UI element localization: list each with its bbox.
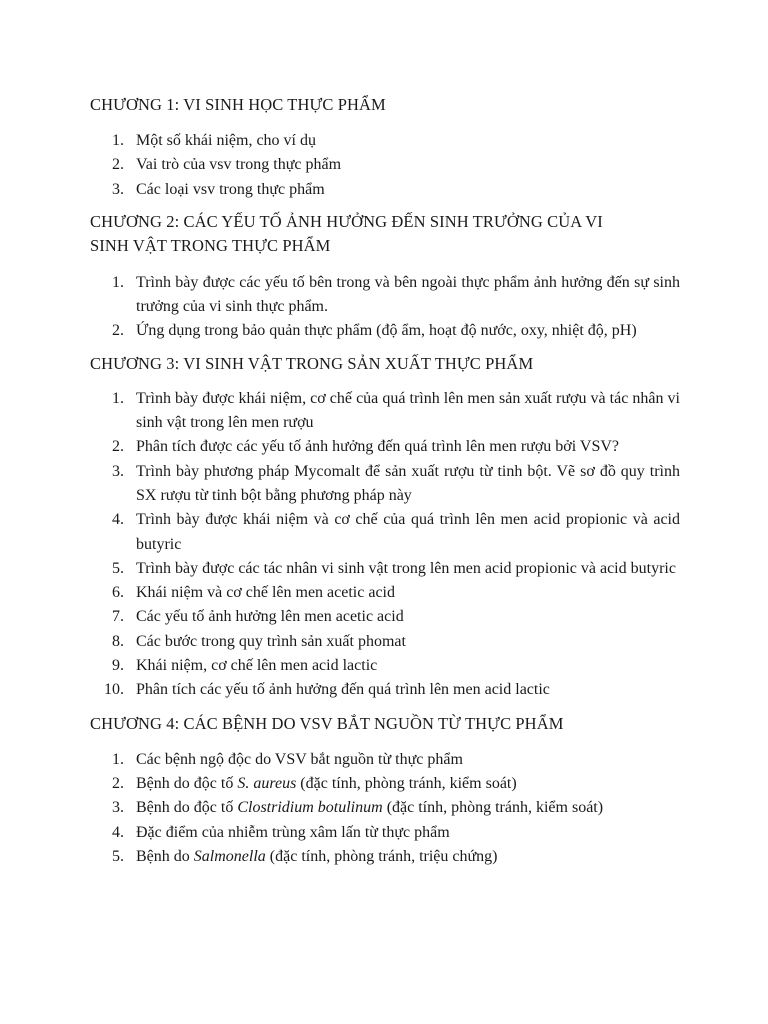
item-number: 3.	[112, 180, 124, 198]
list-item	[90, 557, 680, 581]
item-text: Các loại vsv trong thực phẩm	[136, 180, 325, 198]
item-number: 2.	[112, 322, 124, 340]
item-number: 2.	[112, 774, 124, 792]
list-item	[90, 630, 680, 654]
list-item	[90, 129, 680, 153]
item-number: 1.	[112, 750, 124, 768]
item-number: 7.	[112, 608, 124, 626]
chapter-1-title: CHƯƠNG 1: VI SINH HỌC THỰC PHẨM	[90, 95, 386, 114]
list-item	[90, 605, 680, 629]
item-number: 5.	[112, 847, 124, 865]
item-text: Trình bày được các tác nhân vi sinh vật trong lên men acid propionic và acid butyric	[136, 559, 676, 577]
item-number: 1.	[112, 389, 124, 407]
item-text: Các bệnh ngộ độc do VSV bắt nguồn từ thực phẩm	[136, 750, 463, 768]
item-text-pre: Bệnh do độc tố	[136, 799, 238, 817]
item-number: 5.	[112, 559, 124, 577]
list-item	[90, 178, 680, 202]
item-number: 1.	[112, 273, 124, 291]
list-item	[90, 654, 680, 678]
item-text: Trình bày được khái niệm và cơ chế của quá trình lên men acid propionic và acid butyric	[136, 511, 680, 553]
item-number: 10.	[104, 681, 124, 699]
item-text: Các yếu tố ảnh hưởng lên men acetic acid	[136, 608, 404, 626]
item-text: Trình bày được các yếu tố bên trong và bên ngoài thực phẩm ảnh hưởng đến sự sinh trưởng của vi sinh thực phẩm.	[136, 273, 680, 316]
document-page	[90, 93, 680, 869]
chapter-2-list	[90, 271, 680, 344]
item-number: 1.	[112, 132, 124, 149]
chapter-3	[90, 352, 680, 703]
list-item	[90, 678, 680, 702]
item-text: Phân tích các yếu tố ảnh hưởng đến quá trình lên men acid lactic	[136, 681, 550, 699]
list-item	[90, 508, 680, 557]
item-number: 9.	[112, 657, 124, 675]
item-number: 6.	[112, 584, 124, 602]
item-text: Một số khái niệm, cho ví dụ	[136, 132, 316, 149]
list-item	[90, 435, 680, 459]
chapter-2-title	[90, 210, 680, 258]
item-number: 3.	[112, 799, 124, 817]
item-text-post: (đặc tính, phòng tránh, kiểm soát)	[296, 774, 517, 792]
item-number: 8.	[112, 632, 124, 650]
item-number: 2.	[112, 438, 124, 456]
list-item	[90, 748, 680, 772]
item-number: 4.	[112, 823, 124, 841]
chapter-2-title-line-1: CHƯƠNG 2: CÁC YẾU TỐ ẢNH HƯỞNG ĐẾN SINH TRƯỞNG CỦA VI	[90, 211, 603, 231]
item-text: Các bước trong quy trình sản xuất phomat	[136, 632, 406, 650]
item-text-pre: Bệnh do độc tố	[136, 774, 238, 792]
item-text-pre: Bệnh do	[136, 847, 194, 865]
item-text: Vai trò của vsv trong thực phẩm	[136, 156, 342, 174]
list-item	[90, 845, 680, 869]
species-name: Clostridium botulinum	[237, 799, 383, 817]
chapter-2	[90, 210, 680, 344]
item-text-post: (đặc tính, phòng tránh, kiểm soát)	[382, 799, 604, 817]
item-number: 4.	[112, 511, 124, 529]
chapter-1-list	[90, 129, 680, 202]
list-item	[90, 581, 680, 605]
item-text: Khái niệm, cơ chế lên men acid lactic	[136, 657, 378, 675]
list-item	[90, 319, 680, 343]
item-text: Trình bày được khái niệm, cơ chế của quá trình lên men sản xuất rượu và tác nhân vi sinh vật trong lên men rượu	[136, 389, 680, 432]
item-text-post: (đặc tính, phòng tránh, triệu chứng)	[265, 847, 498, 865]
list-item	[90, 796, 680, 820]
chapter-2-title-line-2: SINH VẬT TRONG THỰC PHẨM	[90, 235, 331, 255]
item-text: Khái niệm và cơ chế lên men acetic acid	[136, 584, 395, 602]
species-name: S. aureus	[237, 774, 297, 792]
chapter-4	[90, 712, 680, 869]
list-item	[90, 772, 680, 796]
item-text: Phân tích được các yếu tố ảnh hưởng đến quá trình lên men rượu bởi VSV?	[136, 438, 620, 456]
item-text: Đặc điểm của nhiễm trùng xâm lấn từ thực phẩm	[136, 823, 450, 841]
list-item	[90, 460, 680, 509]
list-item	[90, 387, 680, 436]
chapter-4-list	[90, 748, 680, 869]
item-number: 3.	[112, 462, 124, 480]
chapter-3-list	[90, 387, 680, 703]
chapter-1	[90, 93, 680, 202]
item-text: Trình bày phương pháp Mycomalt để sản xuất rượu từ tinh bột. Vẽ sơ đồ quy trình SX rượu từ tinh bột bằng phương pháp này	[136, 462, 680, 504]
chapter-3-title: CHƯƠNG 3: VI SINH VẬT TRONG SẢN XUẤT THỰC PHẨM	[90, 353, 534, 373]
list-item	[90, 153, 680, 177]
item-number: 2.	[112, 156, 124, 174]
species-name: Salmonella	[193, 847, 266, 865]
list-item	[90, 821, 680, 845]
chapter-4-title: CHƯƠNG 4: CÁC BỆNH DO VSV BẮT NGUỒN TỪ THỰC PHẨM	[90, 713, 564, 733]
item-text: Ứng dụng trong bảo quản thực phẩm (độ ẩm, hoạt độ nước, oxy, nhiệt độ, pH)	[136, 322, 637, 340]
list-item	[90, 271, 680, 320]
